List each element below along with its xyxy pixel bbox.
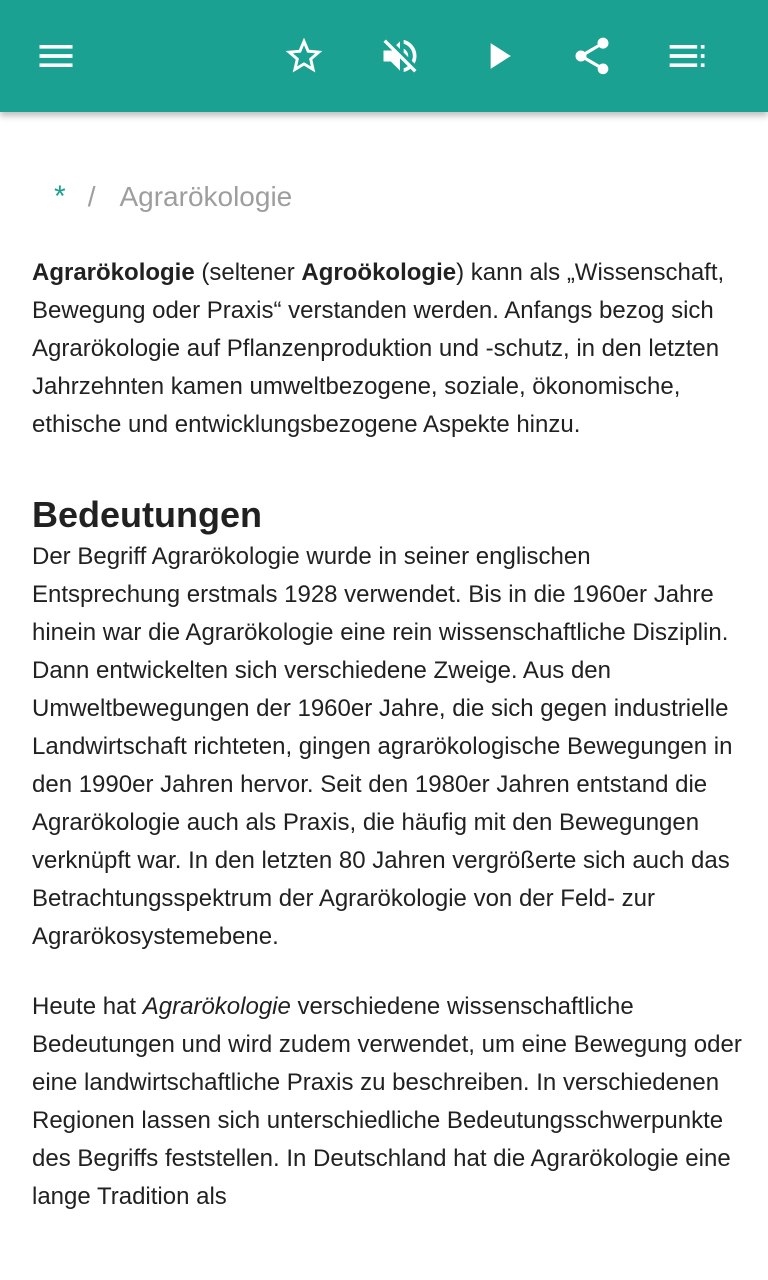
- breadcrumb-home-link[interactable]: *: [54, 180, 66, 213]
- intro-text-2: ) kann als „Wissenschaft, Bewegung oder Praxis“ verstanden werden. Anfangs bezog sich Agrarökologie auf Pflanzenproduktion und -schutz, in den letzten Jahrzehnten kamen umweltbezogene, soziale, ökonomische, ethische und entwicklungsbezogene Aspekte hinzu.: [32, 259, 725, 438]
- mute-button[interactable]: [368, 24, 432, 88]
- app-toolbar: [0, 0, 768, 112]
- intro-paragraph: [32, 254, 744, 444]
- paragraph-2-rest: verschiedene wissenschaftliche Bedeutungen und wird zudem verwendet, um eine Bewegung oder eine landwirtschaftliche Praxis zu beschreiben. In verschiedenen Regionen lassen sich unterschiedliche Bedeutungsschwerpunkte des Begriffs feststellen. In Deutschland hat die Agrarökologie eine lange Tradition als: [32, 993, 742, 1210]
- section-paragraph-2: [32, 988, 744, 1216]
- breadcrumb: [54, 180, 292, 214]
- paragraph-2-lead: Heute hat: [32, 993, 143, 1020]
- favorite-button[interactable]: [272, 24, 336, 88]
- play-button[interactable]: [466, 24, 530, 88]
- breadcrumb-current: Agrarökologie: [119, 181, 293, 212]
- share-button[interactable]: [560, 24, 624, 88]
- section-heading: Bedeutungen: [32, 494, 262, 535]
- play-icon: [476, 34, 520, 78]
- star-outline-icon: [282, 34, 326, 78]
- intro-text-1: (seltener: [194, 259, 302, 286]
- article-content: [0, 112, 768, 1280]
- contents-button[interactable]: [656, 24, 720, 88]
- share-icon: [570, 34, 614, 78]
- menu-button[interactable]: [24, 24, 88, 88]
- volume-off-icon: [378, 34, 422, 78]
- intro-term-bold: Agrarökologie: [32, 259, 195, 286]
- section-paragraph-1: Der Begriff Agrarökologie wurde in seiner englischen Entsprechung erstmals 1928 verwendet. Bis in die 1960er Jahre hinein war die Agrarökologie eine rein wissenschaftliche Disziplin. Dann entwickelten sich verschiedene Zweige. Aus den Umweltbewegungen der 1960er Jahre, die sich gegen industrielle Landwirtschaft richteten, gingen agrarökologische Bewegungen in den 1990er Jahren hervor. Seit den 1980er Jahren entstand die Agrarökologie auch als Praxis, die häufig mit den Bewegungen verknüpft war. In den letzten 80 Jahren vergrößerte sich auch das Betrachtungsspektrum der Agrarökologie von der Feld- zur Agrarökosystemebene.: [32, 543, 733, 950]
- menu-icon: [34, 34, 78, 78]
- paragraph-2-term-italic: Agrarökologie: [142, 993, 291, 1020]
- article-body: [32, 254, 744, 1216]
- breadcrumb-separator: /: [87, 181, 96, 212]
- intro-term-alt-bold: Agroökologie: [301, 259, 457, 286]
- playlist-icon: [666, 34, 710, 78]
